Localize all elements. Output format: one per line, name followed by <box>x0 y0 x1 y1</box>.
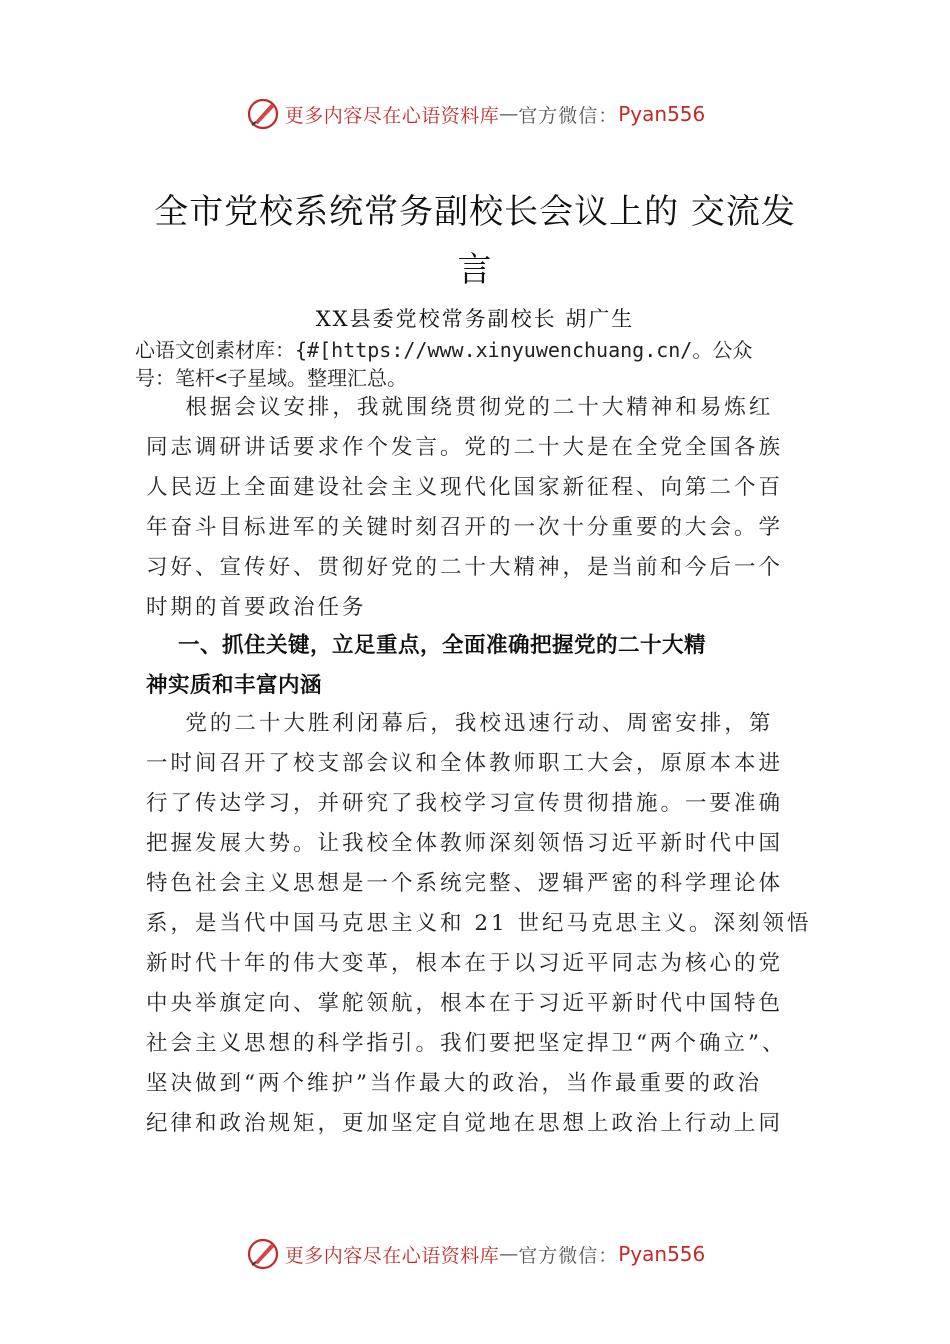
paragraph-intro <box>146 388 810 628</box>
paragraph-line: 新时代十年的伟大变革，根本在于以习近平同志为核心的党 <box>146 951 784 976</box>
paragraph-line: 行了传达学习，并研究了我校学习宣传贯彻措施。一要准确 <box>146 791 784 816</box>
title-line: 言 <box>457 250 493 290</box>
paragraph-line: 社会主义思想的科学指引。我们要把坚定捍卫“两个确立”、 <box>146 1031 787 1056</box>
paragraph-line: 习好、宣传好、贯彻好党的二十大精神，是当前和今后一个 <box>146 555 784 580</box>
title-line: 全市党校系统常务副校长会议上的 交流发 <box>154 192 796 232</box>
document-author: XX县委党校常务副校长 胡广生 <box>315 307 635 331</box>
quill-logo-icon <box>245 96 281 132</box>
section-heading <box>146 626 814 706</box>
paragraph-line: 同志调研讲话要求作个发言。党的二十大是在全党全国各族 <box>146 435 784 460</box>
paragraph-line: 特色社会主义思想是一个系统完整、逻辑严密的科学理论体 <box>146 871 784 896</box>
heading-line: 神实质和丰富内涵 <box>146 673 323 698</box>
paragraph-line: 根据会议安排，我就围绕贯彻党的二十大精神和易炼红 <box>146 395 774 420</box>
paragraph-line: 把握发展大势。让我校全体教师深刻领悟习近平新时代中国 <box>146 831 784 856</box>
banner-dash: — <box>499 1243 519 1265</box>
paragraph-line: 党的二十大胜利闭幕后，我校迅速行动、周密安排，第 <box>146 711 774 736</box>
paragraph-line: 系，是当代中国马克思主义和 21 世纪马克思主义。深刻领悟 <box>146 911 812 936</box>
paragraph-line: 中央举旗定向、掌舵领航，根本在于习近平新时代中国特色 <box>146 991 784 1016</box>
banner-wechat-label: 官方微信： <box>518 104 619 127</box>
paragraph-body <box>146 704 810 1144</box>
banner-wechat-label: 官方微信： <box>518 1244 619 1267</box>
source-line: 号：笔杆<子星域。整理汇总。 <box>135 366 408 390</box>
paragraph-line: 纪律和政治规矩，更加坚定自觉地在思想上政治上行动上同 <box>146 1111 784 1136</box>
source-line: 心语文创素材库：{#[https://www.xinyuwenchuang.cn/。公众 <box>135 338 753 362</box>
source-note <box>135 336 845 392</box>
document-title <box>60 183 890 299</box>
heading-line: 一、抓住关键，立足重点，全面准确把握党的二十大精 <box>146 633 706 658</box>
paragraph-line: 年奋斗目标进军的关键时刻召开的一次十分重要的大会。学 <box>146 515 784 540</box>
banner-text: 更多内容尽在心语资料库 <box>284 1244 500 1267</box>
footer-banner <box>0 1234 950 1274</box>
banner-wechat-id: Pyan556 <box>618 102 706 126</box>
paragraph-line: 坚决做到“两个维护”当作最大的政治，当作最重要的政治 <box>146 1071 762 1096</box>
quill-logo-icon <box>245 1236 281 1272</box>
banner-text: 更多内容尽在心语资料库 <box>284 104 500 127</box>
paragraph-line: 一时间召开了校支部会议和全体教师职工大会，原原本本进 <box>146 751 784 776</box>
paragraph-line: 时期的首要政治任务 <box>146 595 367 620</box>
paragraph-line: 人民迈上全面建设社会主义现代化国家新征程、向第二个百 <box>146 475 784 500</box>
header-banner <box>0 94 950 134</box>
banner-dash: — <box>499 103 519 125</box>
banner-wechat-id: Pyan556 <box>618 1242 706 1266</box>
